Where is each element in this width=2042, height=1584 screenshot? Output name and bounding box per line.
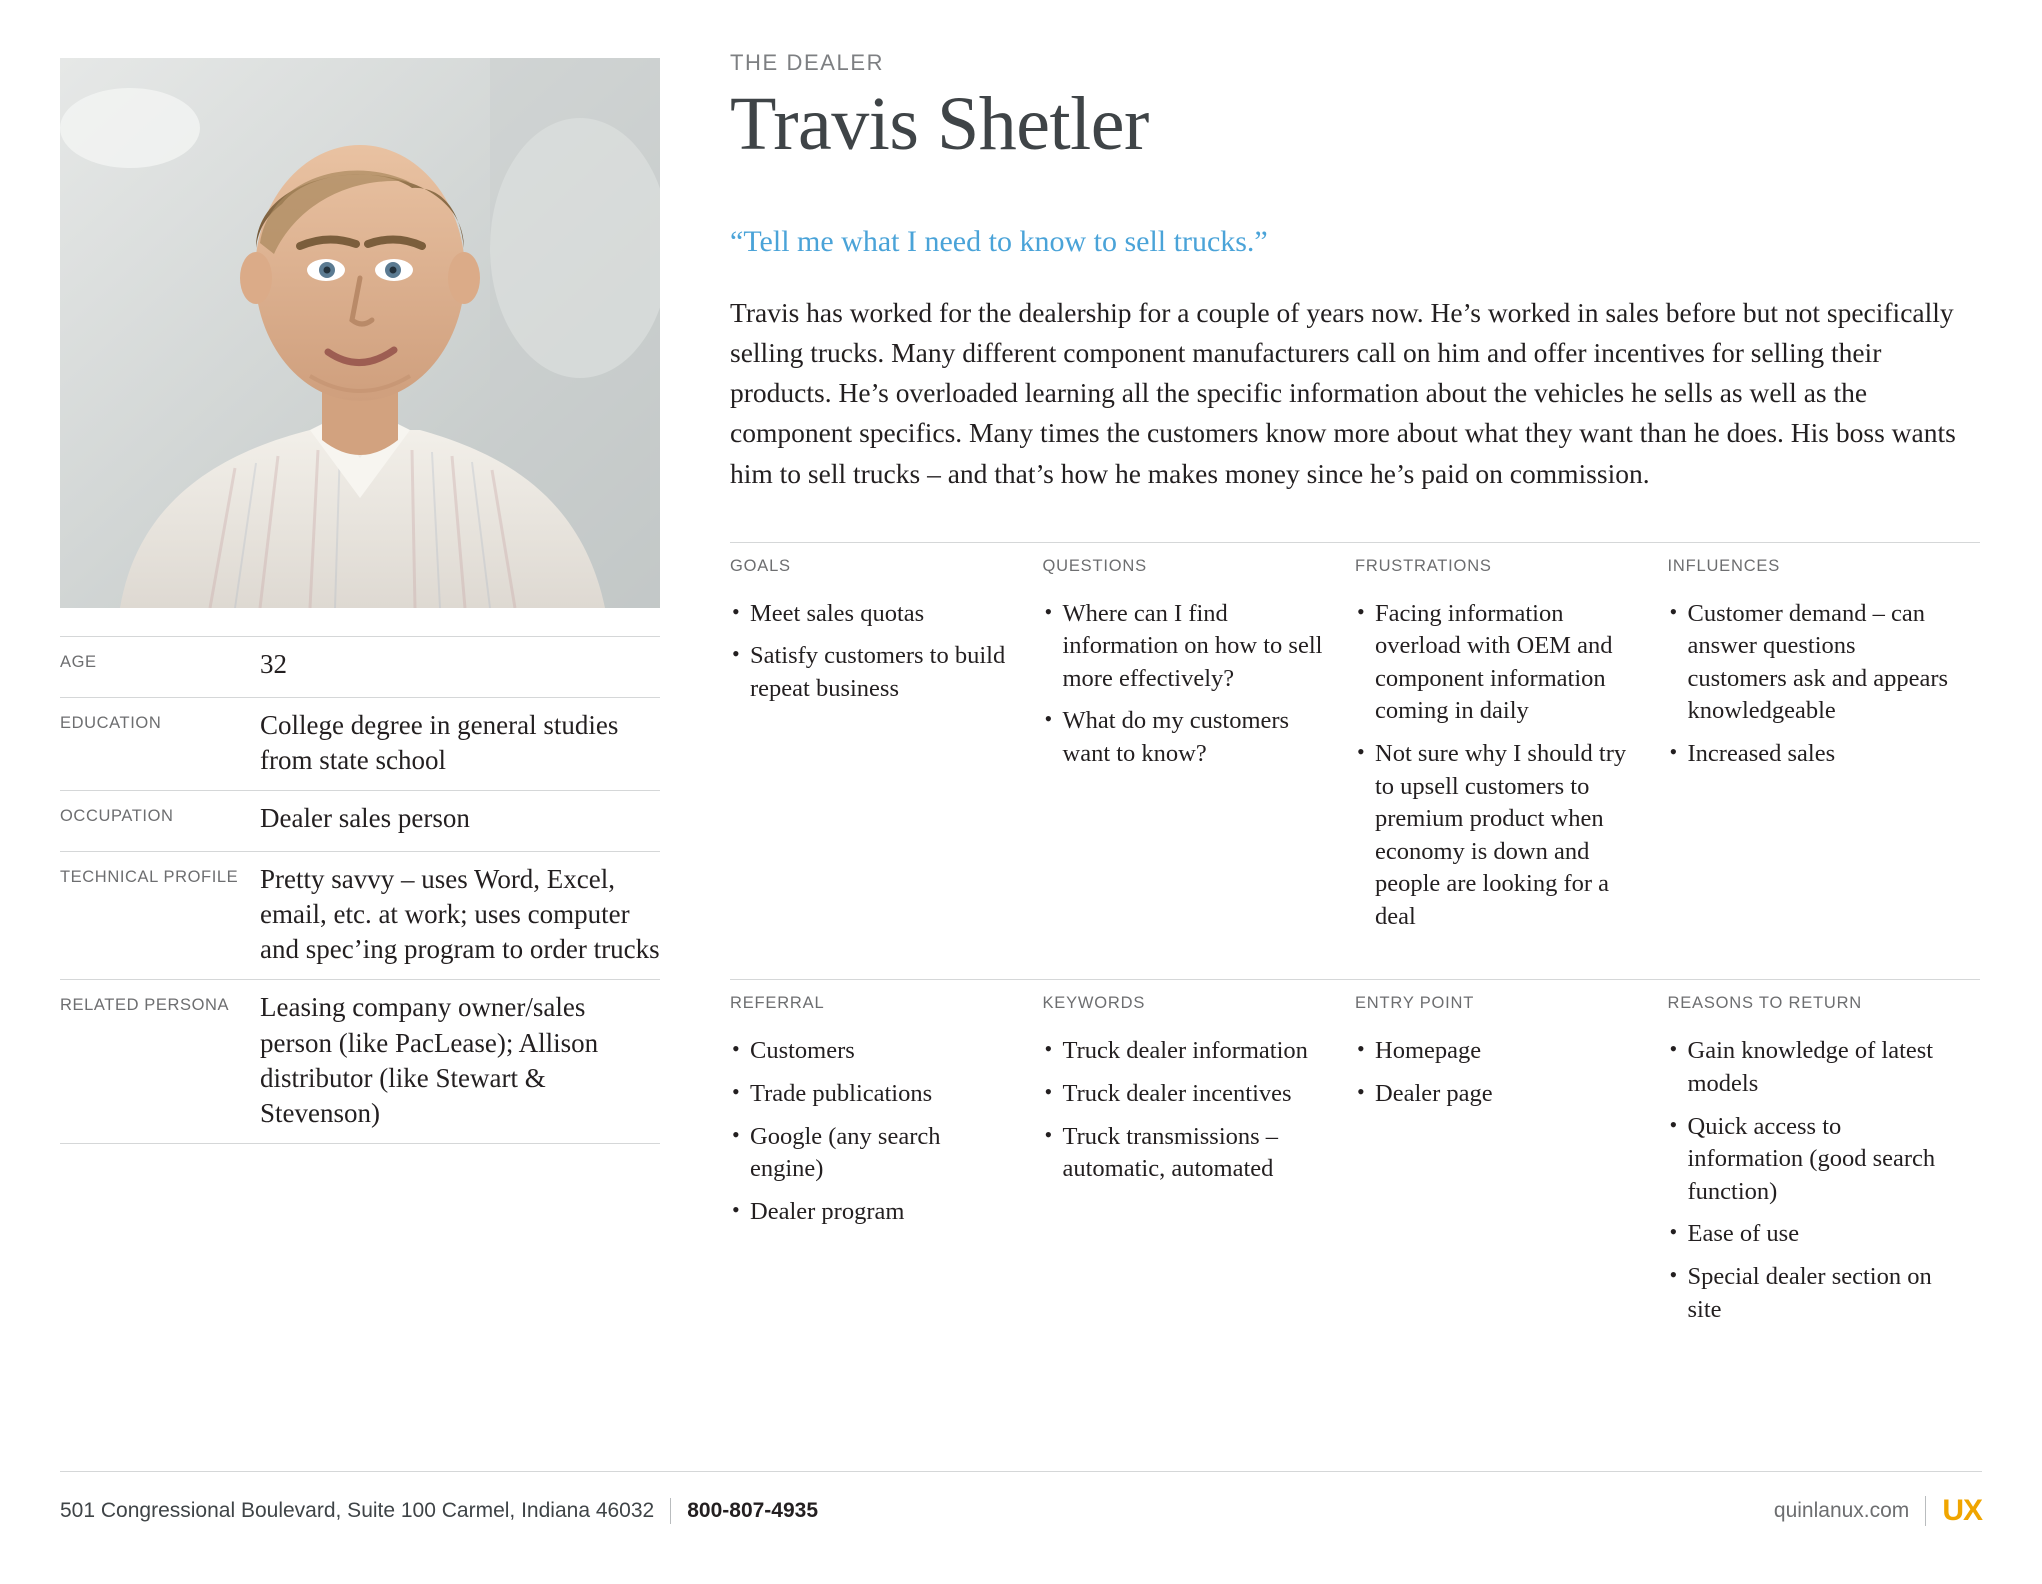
- fact-value-technical-profile: Pretty savvy – uses Word, Excel, email, etc. at work; uses computer and spec’ing program to order trucks: [260, 864, 660, 965]
- right-column: [730, 50, 1980, 1336]
- matrix-heading-keywords: KEYWORDS: [1042, 994, 1146, 1013]
- matrix-heading-entry-point: ENTRY POINT: [1355, 994, 1475, 1013]
- footer-contact: [60, 1498, 818, 1524]
- matrix-list-reasons-to-return: [1668, 1035, 1953, 1326]
- matrix-column-influences: [1668, 557, 1981, 944]
- matrix-heading-reasons-to-return: REASONS TO RETURN: [1667, 994, 1863, 1013]
- matrix-list-questions: [1043, 598, 1328, 771]
- attribute-matrix: [730, 542, 1980, 1336]
- list-item: • Customers: [730, 1035, 1015, 1068]
- matrix-column-goals: [730, 557, 1043, 944]
- matrix-list-referral: [730, 1035, 1015, 1228]
- matrix-column-entry-point: [1355, 994, 1668, 1336]
- persona-bio: Travis has worked for the dealership for a couple of years now. He’s worked in sales before but not specifically selling trucks. Many different component manufacturers call on him and offer incentives for selling their products. He’s overloaded learning all the specific information about the vehicles he sells as well as the component specifics. Many times the customers know more about what they want than he does. His boss wants him to sell trucks – and that’s how he makes money since he’s paid on commission.: [730, 297, 1956, 489]
- list-item: • Dealer page: [1355, 1078, 1640, 1111]
- page-footer: [60, 1471, 1982, 1528]
- list-item: • Where can I find information on how to sell more effectively?: [1043, 598, 1328, 696]
- matrix-heading-referral: REFERRAL: [730, 994, 825, 1013]
- fact-row: [60, 852, 660, 980]
- list-item: • Facing information overload with OEM and component information coming in daily: [1355, 598, 1640, 728]
- list-item: • Homepage: [1355, 1035, 1640, 1068]
- list-item: • Dealer program: [730, 1196, 1015, 1229]
- list-item: • Truck dealer information: [1043, 1035, 1328, 1068]
- fact-value-related-persona: Leasing company owner/sales person (like PacLease); Allison distributor (like Stewart & Stevenson): [260, 992, 599, 1128]
- matrix-column-frustrations: [1355, 557, 1668, 944]
- matrix-row-1: [730, 542, 1980, 944]
- footer-website-link[interactable]: quinlanux.com: [1773, 1499, 1910, 1522]
- fact-label-education: EDUCATION: [60, 714, 162, 732]
- list-item: • What do my customers want to know?: [1043, 705, 1328, 770]
- facts-table: [60, 636, 660, 1144]
- persona-quote: “Tell me what I need to know to sell trucks.”: [730, 225, 1268, 258]
- fact-row: [60, 637, 660, 698]
- portrait-photo: [60, 58, 660, 608]
- list-item: • Not sure why I should try to upsell customers to premium product when economy is down and people are looking for a deal: [1355, 738, 1640, 933]
- list-item: • Truck dealer incentives: [1043, 1078, 1328, 1111]
- matrix-heading-frustrations: FRUSTRATIONS: [1355, 556, 1492, 575]
- persona-category: THE DEALER: [730, 50, 885, 75]
- matrix-column-keywords: [1043, 994, 1356, 1336]
- list-item: • Satisfy customers to build repeat business: [730, 640, 1015, 705]
- fact-row: [60, 791, 660, 852]
- list-item: • Customer demand – can answer questions customers ask and appears knowledgeable: [1668, 598, 1953, 728]
- left-column: [60, 58, 660, 1144]
- footer-phone: 800-807-4935: [687, 1499, 819, 1522]
- fact-row: [60, 698, 660, 791]
- matrix-heading-goals: GOALS: [730, 556, 791, 575]
- fact-label-technical-profile: TECHNICAL PROFILE: [60, 868, 239, 887]
- fact-label-related-persona: RELATED PERSONA: [60, 996, 230, 1015]
- page-title: Travis Shetler: [730, 82, 1149, 166]
- matrix-heading-questions: QUESTIONS: [1042, 556, 1147, 575]
- fact-label-occupation: OCCUPATION: [60, 807, 174, 826]
- fact-row: [60, 980, 660, 1143]
- matrix-heading-influences: INFLUENCES: [1667, 556, 1781, 575]
- list-item: • Google (any search engine): [730, 1121, 1015, 1186]
- list-item: • Trade publications: [730, 1078, 1015, 1111]
- matrix-column-questions: [1043, 557, 1356, 944]
- list-item: • Increased sales: [1668, 738, 1953, 771]
- list-item: • Ease of use: [1668, 1218, 1953, 1251]
- matrix-column-reasons-to-return: [1668, 994, 1981, 1336]
- footer-brand: [1774, 1494, 1982, 1528]
- fact-label-age: AGE: [60, 653, 97, 671]
- list-item: • Quick access to information (good search function): [1668, 1111, 1953, 1209]
- list-item: • Meet sales quotas: [730, 598, 1015, 631]
- matrix-column-referral: [730, 994, 1043, 1336]
- matrix-list-keywords: [1043, 1035, 1328, 1185]
- fact-value-education: College degree in general studies from state school: [260, 710, 619, 776]
- list-item: • Gain knowledge of latest models: [1668, 1035, 1953, 1100]
- matrix-row-2: [730, 979, 1980, 1336]
- matrix-list-frustrations: [1355, 598, 1640, 934]
- ux-logo: UX: [1942, 1494, 1982, 1527]
- matrix-list-entry-point: [1355, 1035, 1640, 1110]
- list-item: • Truck transmissions – automatic, automated: [1043, 1121, 1328, 1186]
- fact-value-occupation: Dealer sales person: [260, 803, 470, 834]
- footer-address: 501 Congressional Boulevard, Suite 100 Carmel, Indiana 46032: [60, 1499, 655, 1522]
- fact-value-age: 32: [260, 649, 287, 679]
- matrix-list-goals: [730, 598, 1015, 706]
- footer-divider: [670, 1498, 671, 1524]
- list-item: • Special dealer section on site: [1668, 1261, 1953, 1326]
- footer-divider: [1925, 1496, 1926, 1526]
- matrix-list-influences: [1668, 598, 1953, 771]
